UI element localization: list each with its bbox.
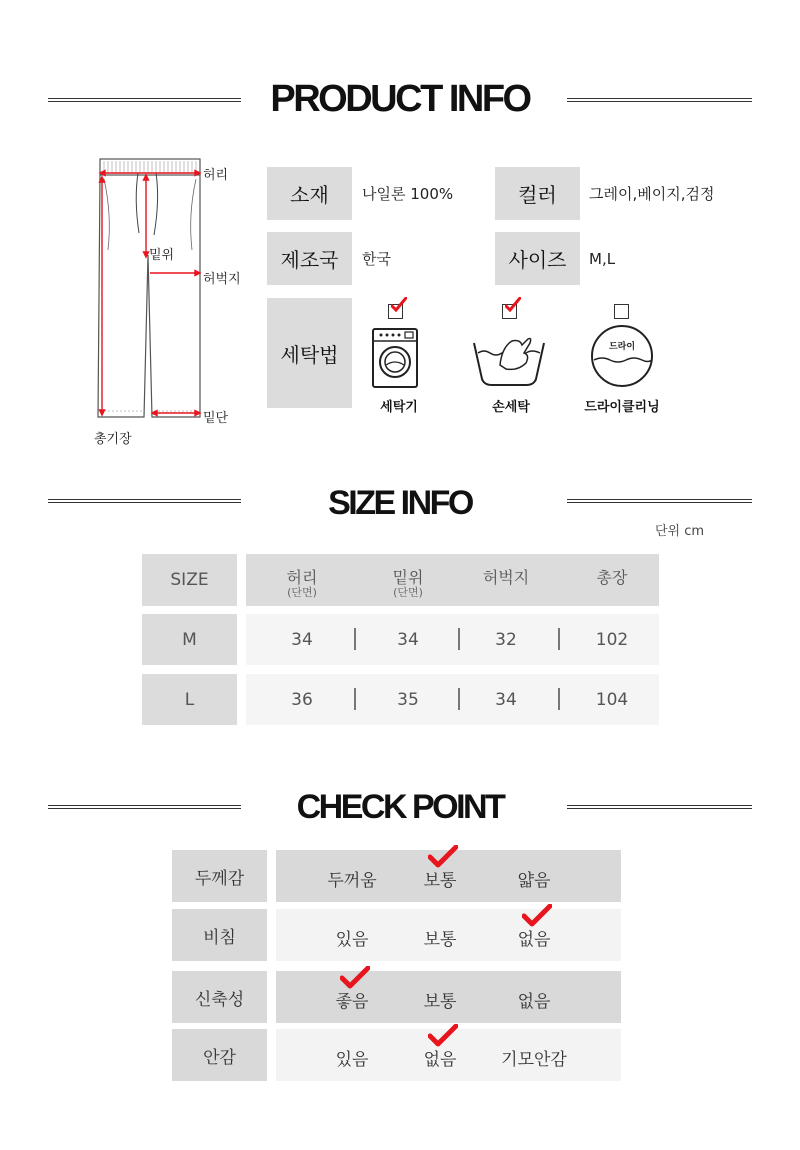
column-separator [354, 688, 356, 710]
check-point-label: 비침 [172, 909, 267, 961]
column-separator [558, 688, 560, 710]
size-header-length [582, 569, 642, 587]
size-header-thigh [476, 569, 536, 587]
origin-label: 제조국 [267, 232, 352, 285]
check-point-title: CHECK POINT [296, 788, 504, 826]
washing-machine-icon [371, 327, 419, 389]
material-value: 나일론 100% [362, 185, 454, 203]
size-unit: 단위 cm [655, 524, 705, 539]
check-point-option: 보통 [423, 930, 457, 950]
product-info-title: PRODUCT INFO [270, 78, 530, 120]
diagram-label-rise: 밑위 [149, 248, 175, 263]
check-point-option: 얇음 [517, 871, 551, 891]
check-point-option: 두꺼움 [327, 871, 377, 891]
check-mark-icon [428, 845, 458, 869]
diagram-label-total-length: 총기장 [94, 432, 132, 447]
size-header-waist-main: 허리 [286, 568, 318, 587]
diagram-label-waist: 허리 [203, 168, 229, 183]
washing-label: 세탁법 [267, 298, 352, 408]
origin-value: 한국 [362, 250, 391, 268]
size-row-l-label: L [142, 674, 237, 725]
diagram-label-thigh: 허벅지 [203, 272, 241, 287]
column-separator [458, 628, 460, 650]
check-point-option: 없음 [423, 1050, 457, 1070]
check-point-label: 안감 [172, 1029, 267, 1081]
size-header-label: SIZE [142, 554, 237, 606]
hand-wash-icon [472, 335, 546, 387]
column-separator [354, 628, 356, 650]
check-point-label: 두께감 [172, 850, 267, 902]
check-mark-icon [522, 904, 552, 928]
check-point-option: 보통 [423, 992, 457, 1012]
hand-wash-caption: 손세탁 [492, 400, 530, 415]
color-value: 그레이,베이지,검정 [589, 185, 715, 203]
material-label: 소재 [267, 167, 352, 220]
hand-wash-checkbox [502, 304, 517, 319]
size-header-rise [378, 569, 438, 599]
check-mark-icon [505, 297, 521, 313]
size-header-thigh-main: 허벅지 [482, 568, 530, 587]
check-point-option: 기모안감 [501, 1050, 567, 1070]
size-m-thigh: 32 [495, 630, 517, 650]
size-l-rise: 35 [397, 690, 419, 710]
size-m-waist: 34 [291, 630, 313, 650]
check-point-option: 있음 [335, 930, 369, 950]
pants-diagram [90, 155, 240, 425]
color-label: 컬러 [495, 167, 580, 220]
size-header-rise-sub: (단면) [393, 586, 423, 599]
column-separator [458, 688, 460, 710]
size-l-thigh: 34 [495, 690, 517, 710]
check-point-option: 좋음 [335, 992, 369, 1012]
size-l-waist: 36 [291, 690, 313, 710]
dry-cleaning-checkbox [614, 304, 629, 319]
check-point-option: 없음 [517, 930, 551, 950]
size-info-title: SIZE INFO [328, 484, 472, 522]
dry-cleaning-icon [590, 322, 654, 388]
check-mark-icon [391, 297, 407, 313]
check-point-option: 보통 [423, 871, 457, 891]
dry-cleaning-caption: 드라이클리닝 [584, 400, 660, 415]
size-row-m-label: M [142, 614, 237, 665]
diagram-label-hem: 밑단 [203, 411, 229, 426]
washing-machine-checkbox [388, 304, 403, 319]
size-header-rise-main: 밑위 [392, 568, 424, 587]
size-header-length-main: 총장 [596, 568, 628, 587]
check-point-option: 없음 [517, 992, 551, 1012]
size-header-waist-sub: (단면) [287, 586, 317, 599]
check-mark-icon [428, 1024, 458, 1048]
check-mark-icon [340, 966, 370, 990]
size-m-length: 102 [595, 630, 629, 650]
column-separator [558, 628, 560, 650]
size-value: M,L [589, 249, 616, 268]
size-label: 사이즈 [495, 232, 580, 285]
dry-cleaning-icon-text: 드라이 [608, 342, 636, 352]
check-point-label: 신축성 [172, 971, 267, 1023]
size-header-waist [272, 569, 332, 599]
size-m-rise: 34 [397, 630, 419, 650]
check-point-option: 있음 [335, 1050, 369, 1070]
size-l-length: 104 [595, 690, 629, 710]
washing-machine-caption: 세탁기 [380, 400, 418, 415]
